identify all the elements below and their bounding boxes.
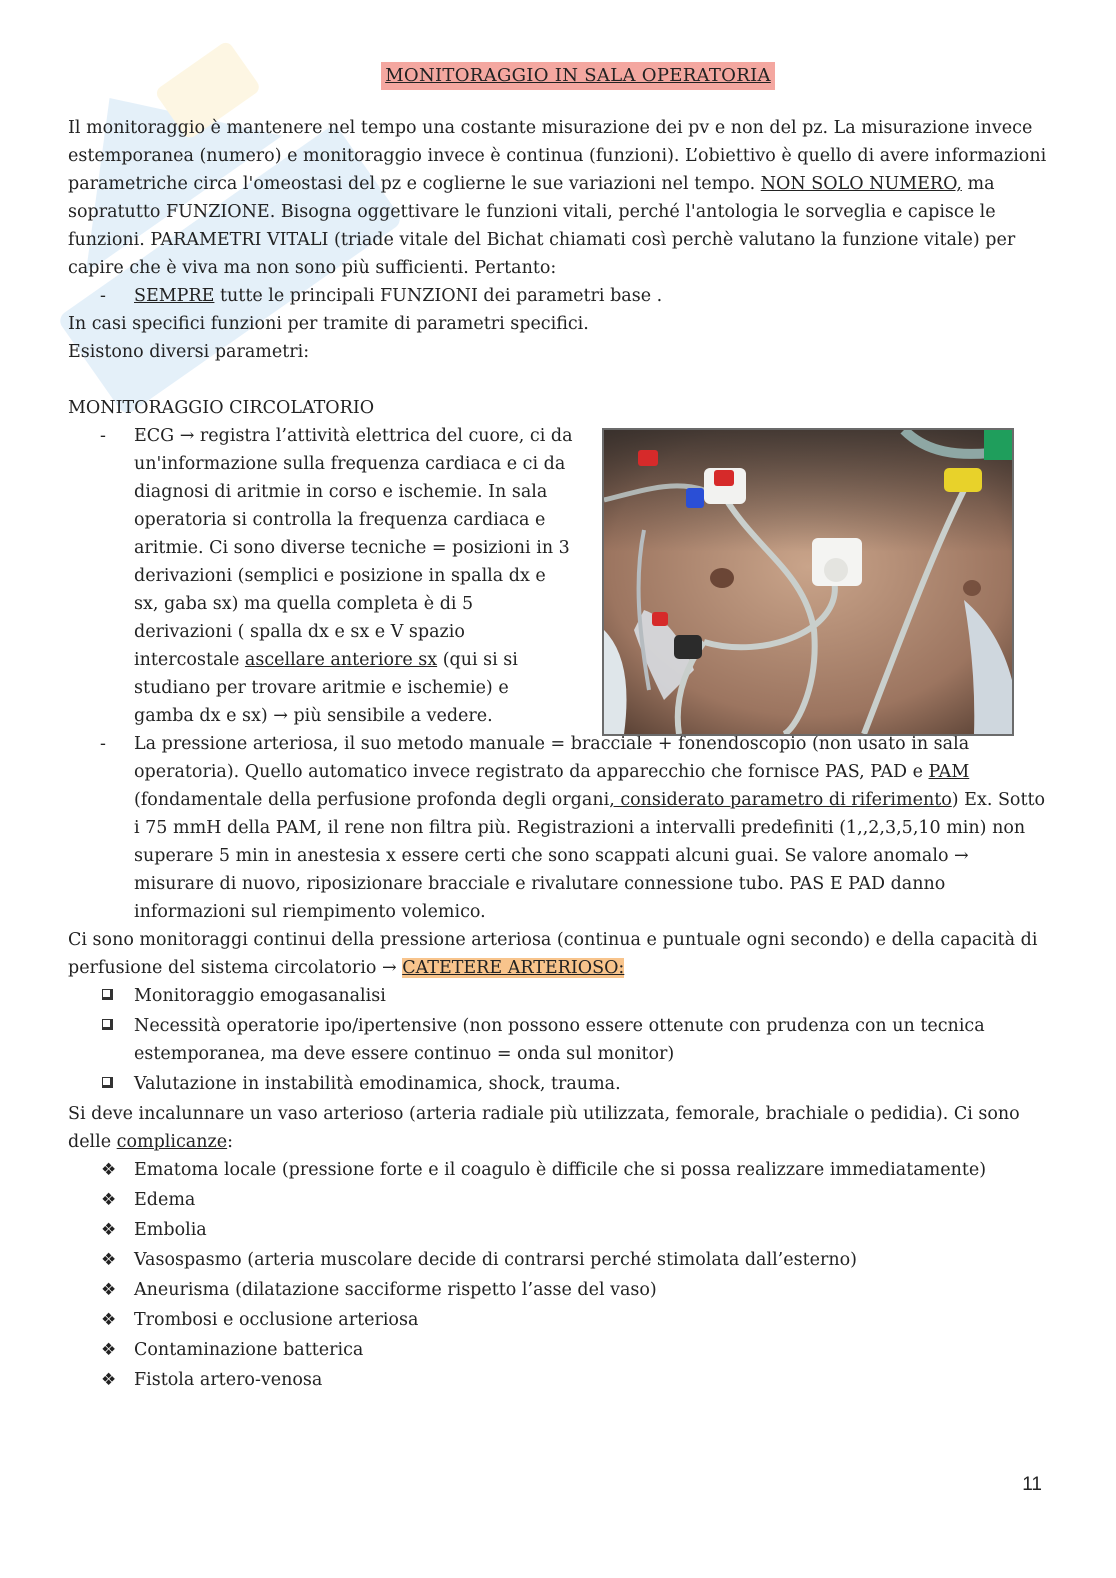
list-item [68,1070,1048,1098]
electrode-blue [686,488,704,508]
ecg-text-a: ECG → registra l’attività elettrica del cuore, ci da un'informazione sulla frequenza cardiaca e ci da diagnosi di aritmie in corso e ischemie. In sala operatoria si controlla la frequenza cardiaca e aritmie. Ci sono diverse tecniche = posizioni in 3 derivazioni (semplici e posizione in spalla dx e sx, gaba sx) ma quella completa è di 5 derivazioni ( spalla dx e sx e V spazio intercostale [134,426,573,670]
complication-text: Embolia [134,1220,207,1240]
bp-text-c: ) Ex. Sotto i 75 mmH della PAM, il rene non filtra più. Registrazioni a intervalli predefiniti (1,,2,3,5,10 min) non superare 5 min in anestesia x essere certi che sono scappati alcuni guai. Se valore anomalo → misurare di nuovo, riposizionare bracciale e rivalutare connessione tubo. PAS E PAD danno informazioni sul riempimento volemico. [134,790,1046,922]
page-title: MONITORAGGIO IN SALA OPERATORIA [381,62,775,90]
always-rest-text: tutte le principali FUNZIONI dei parametri base . [214,286,663,306]
diamond-bullet-icon: ❖ [101,1220,117,1240]
complication-text: Vasospasmo (arteria muscolare decide di contrarsi perché stimolata dall’esterno) [134,1250,857,1270]
complications-underlined: complicanze [116,1132,228,1152]
list-item [68,1156,1048,1184]
vessel-colon: : [227,1132,233,1152]
bp-underlined-pam: PAM [928,762,970,782]
list-item [68,982,1048,1010]
ecg-underlined: ascellare anteriore sx [244,650,438,670]
indications-list [68,982,1048,1098]
diamond-bullet-icon: ❖ [101,1250,117,1270]
list-item [68,282,1048,310]
ecg-section [68,422,1048,926]
arterial-catheter-highlight: CATETERE ARTERIOSO: [402,958,625,978]
list-item [68,1306,1048,1334]
intro-paragraph [68,114,1048,282]
list-item [68,1186,1048,1214]
electrode-yellow [944,468,982,492]
checkbox-bullet-icon [102,1019,113,1030]
ecg-electrodes-photo [602,428,1014,736]
list-item [68,1336,1048,1364]
bp-underlined-reference: , considerato parametro di riferimento [609,790,952,810]
complication-text: Contaminazione batterica [134,1340,364,1360]
diamond-bullet-icon: ❖ [101,1340,117,1360]
list-item-blood-pressure [68,730,1048,926]
checkbox-bullet-icon [102,989,113,1000]
complication-text: Aneurisma (dilatazione sacciforme rispetto l’asse del vaso) [134,1280,657,1300]
complication-text: Fistola artero-venosa [134,1370,323,1390]
checkbox-bullet-icon [102,1077,113,1088]
bp-text-a: La pressione arteriosa, il suo metodo manuale = bracciale + fonendoscopio (non usato in sala operatoria). Quello automatico invece registrato da apparecchio che fornisce PAS, PAD e [134,734,970,782]
complication-text: Trombosi e occlusione arteriosa [134,1310,419,1330]
intro-text-a: Il monitoraggio è mantenere nel tempo una costante misurazione dei pv e non del pz. La misurazione invece estemporanea (numero) e monitoraggio invece è continua (funzioni). L’obiettivo è quello di avere informazioni parametriche circa l'omeostasi del pz e coglierne le sue variazioni nel tempo. [68,118,1047,194]
indication-text: Necessità operatorie ipo/ipertensive (non possono essere ottenute con prudenza con un tecnica estemporanea, ma deve essere continuo = onda sul monitor) [134,1016,985,1064]
intro-underlined-not-only-number: NON SOLO NUMERO, [760,174,962,194]
specific-cases-line: In casi specifici funzioni per tramite di parametri specifici. [68,314,589,334]
continuous-monitoring-paragraph [68,926,1048,982]
ecg-text-b: (qui si si studiano per trovare aritmie e ischemie) e gamba dx e sx) → più sensibile a vedere. [134,650,518,726]
continuous-text: Ci sono monitoraggi continui della pressione arteriosa (continua e puntuale ogni secondo) e della capacità di perfusione del sistema circolatorio → [68,930,1038,978]
diamond-bullet-icon: ❖ [101,1370,117,1390]
parameters-line: Esistono diversi parametri: [68,342,310,362]
electrode-red [704,468,746,504]
diamond-bullet-icon: ❖ [101,1310,117,1330]
complications-list [68,1156,1048,1394]
vessel-text: Si deve incalunnare un vaso arterioso (arteria radiale più utilizzata, femorale, brachiale o pedidia). Ci sono delle [68,1104,1020,1152]
electrode-center [812,538,862,586]
intro-text-b: ma sopratutto FUNZIONE. Bisogna oggettivare le funzioni vitali, perché l'antologia le sorveglia e capisce le funzioni. PARAMETRI VITALI (triade vitale del Bichat chiamati così perchè valutano la funzione vitale) per capire che è viva ma non sono più sufficienti. Pertanto: [68,174,1016,278]
electrode-black [674,635,702,659]
vessel-paragraph [68,1100,1048,1156]
diamond-bullet-icon: ❖ [101,1190,117,1210]
always-underlined: SEMPRE [134,286,215,306]
list-item [68,1216,1048,1244]
document-page [68,62,1048,1396]
list-item-ecg [68,422,574,730]
diamond-bullet-icon: ❖ [101,1160,117,1180]
complication-text: Edema [134,1190,196,1210]
diamond-bullet-icon: ❖ [101,1280,117,1300]
complication-text: Ematoma locale (pressione forte e il coagulo è difficile che si possa realizzare immediatamente) [134,1160,987,1180]
list-item [68,1276,1048,1304]
section-title-circulatory: MONITORAGGIO CIRCOLATORIO [68,398,375,418]
indication-text: Monitoraggio emogasanalisi [134,986,386,1006]
page-number: 11 [1022,1474,1042,1495]
intro-dash-list [68,282,1048,310]
ecg-photo-illustration [604,430,1012,734]
indication-text: Valutazione in instabilità emodinamica, shock, trauma. [134,1074,621,1094]
bp-text-b: (fondamentale della perfusione profonda degli organi [134,790,610,810]
list-item [68,1366,1048,1394]
list-item [68,1012,1048,1068]
list-item [68,1246,1048,1274]
